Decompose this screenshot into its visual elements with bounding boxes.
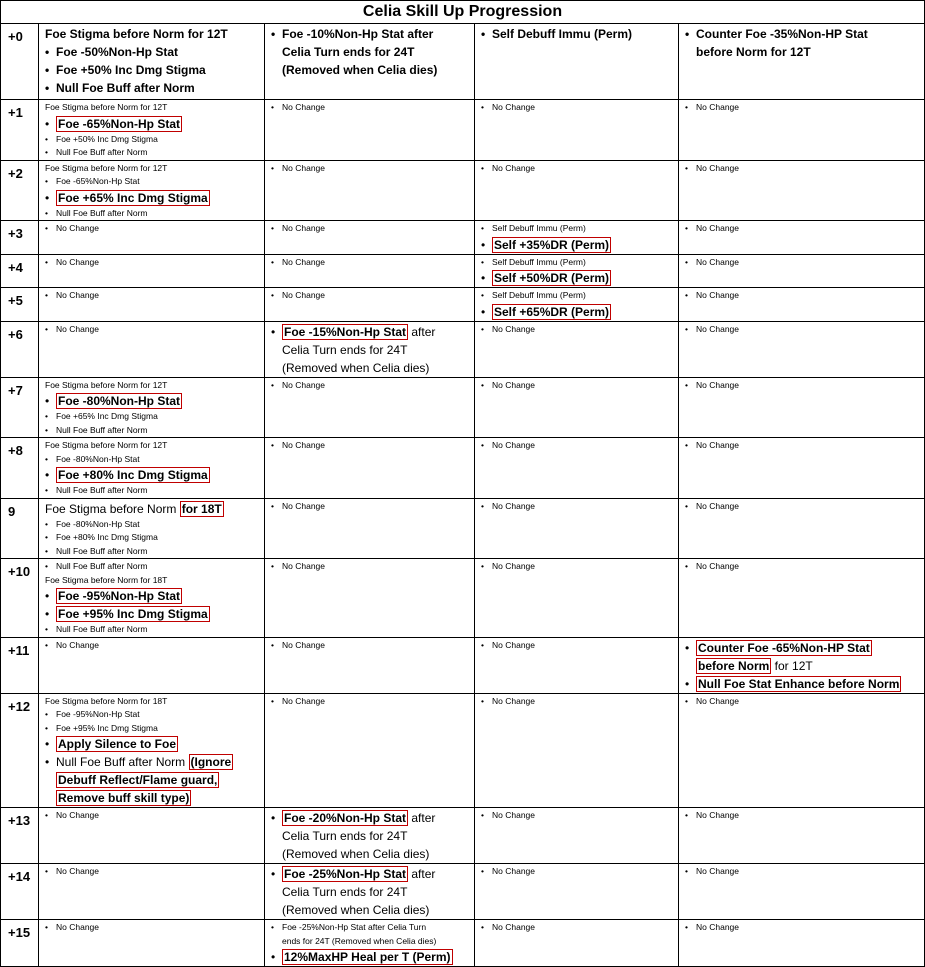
effect-line [45,789,261,807]
highlighted-effect: Foe +80% Inc Dmg Stigma [58,468,208,482]
no-change-text: • No Change [481,809,675,823]
cell [475,254,679,288]
effect-line: Celia Turn ends for 24T [282,885,408,899]
no-change-text: • No Change [481,560,675,574]
highlighted-effect: Foe -25%Non-Hp Stat [284,867,407,881]
no-change-text: • No Change [685,289,921,303]
effect-text: Null Foe Buff after Norm [56,755,189,769]
effect-line [45,392,261,410]
highlighted-effect: Debuff Reflect/Flame guard, [58,773,218,787]
effect-text: after [408,324,436,339]
effect-line: • Self Debuff Immu (Perm) [481,222,675,236]
highlighted-effect: 12%MaxHP Heal per T (Perm) [284,950,451,964]
effect-line: • Foe -50%Non-Hp Stat [45,43,261,61]
effect-line: • Foe -25%Non-Hp Stat after Celia Turn [271,921,471,935]
no-change-text: • No Change [685,921,921,935]
effect-line: • Foe +50% Inc Dmg Stigma [45,133,261,147]
level-label: +13 [1,808,39,864]
cell [679,498,925,559]
table-row [1,254,925,288]
effect-line [271,323,471,341]
effect-line: • Foe -80%Non-Hp Stat [45,518,261,532]
cell [39,693,265,808]
highlighted-effect: Foe -15%Non-Hp Stat [284,324,407,339]
cell [265,438,475,499]
cell [265,693,475,808]
cell [39,321,265,377]
cell [265,160,475,221]
highlighted-effect: Self +50%DR (Perm) [494,271,610,285]
no-change-text: • No Change [271,256,471,270]
level-label: +0 [1,24,39,100]
effect-text: after [408,867,436,881]
effect-line: (Removed when Celia dies) [282,360,430,375]
level-label: +11 [1,637,39,693]
cell [679,254,925,288]
effect-line: Celia Turn ends for 24T [282,342,408,357]
effect-line: before Norm for 12T [696,45,811,59]
cell [39,221,265,255]
table-row [1,100,925,161]
no-change-text: • No Change [685,379,921,393]
effect-line: • Foe -10%Non-Hp Stat after [271,25,471,43]
effect-line [45,115,261,133]
effect-line [271,865,471,883]
level-label: +8 [1,438,39,499]
cell [679,100,925,161]
highlighted-effect: Foe -80%Non-Hp Stat [58,394,181,408]
highlighted-effect: Foe -20%Non-Hp Stat [284,811,407,825]
level-label: +3 [1,221,39,255]
cell [39,160,265,221]
table-row [1,288,925,322]
highlighted-effect: Foe +65% Inc Dmg Stigma [58,190,208,205]
cell [475,377,679,438]
highlighted-effect: Remove buff skill type) [58,791,190,805]
level-label: +6 [1,321,39,377]
effect-line [685,675,921,693]
effect-text: after [408,811,436,825]
cell [679,24,925,100]
table-row [1,438,925,499]
cell [39,24,265,100]
cell [265,559,475,638]
effect-line: • Null Foe Buff after Norm [45,207,261,221]
cell [475,808,679,864]
cell [39,498,265,559]
table-row [1,864,925,920]
table-row [1,160,925,221]
cell [475,920,679,967]
cell [265,498,475,559]
cell [679,438,925,499]
table-row [1,920,925,967]
effect-line [45,500,261,518]
effect-line: • Self Debuff Immu (Perm) [481,289,675,303]
no-change-text: • No Change [45,256,261,270]
effect-line [45,605,261,623]
cell [679,637,925,693]
effect-line: Foe Stigma before Norm for 18T [45,695,168,706]
no-change-text: • No Change [45,639,261,653]
cell [475,160,679,221]
no-change-text: • No Change [271,222,471,236]
table-title: Celia Skill Up Progression [1,1,925,24]
cell [265,100,475,161]
cell [39,864,265,920]
cell [475,438,679,499]
effect-line: Foe Stigma before Norm for 12T [45,102,168,112]
no-change-text: • No Change [481,379,675,393]
highlighted-effect: Self +35%DR (Perm) [494,237,610,252]
effect-line: Foe Stigma before Norm for 12T [45,162,168,173]
effect-text: Foe Stigma before Norm [45,501,180,516]
cell [475,221,679,255]
effect-line [45,189,261,207]
no-change-text: • No Change [45,921,261,935]
level-label: +1 [1,100,39,161]
cell [265,637,475,693]
effect-line: • Foe -80%Non-Hp Stat [45,453,261,467]
no-change-text: • No Change [45,289,261,303]
no-change-text: • No Change [45,222,261,236]
level-label: +5 [1,288,39,322]
effect-line [45,587,261,605]
no-change-text: • No Change [481,162,675,176]
table-row [1,321,925,377]
effect-line: • Foe +50% Inc Dmg Stigma [45,61,261,79]
table-row [1,24,925,100]
effect-line [685,657,921,675]
effect-line: • Foe +65% Inc Dmg Stigma [45,410,261,424]
no-change-text: • No Change [45,809,261,823]
no-change-text: • No Change [271,695,471,709]
cell [265,808,475,864]
no-change-text: • No Change [481,639,675,653]
no-change-text: • No Change [481,695,675,709]
cell [265,254,475,288]
no-change-text: • No Change [685,695,921,709]
table-row [1,559,925,638]
effect-line: (Removed when Celia dies) [282,903,430,917]
effect-line: • Null Foe Buff after Norm [45,560,261,574]
cell [39,438,265,499]
no-change-text: • No Change [685,809,921,823]
cell [39,808,265,864]
cell [679,864,925,920]
effect-line [481,303,675,321]
effect-line: • Foe +80% Inc Dmg Stigma [45,531,261,545]
cell [39,288,265,322]
highlighted-effect: Self +65%DR (Perm) [494,304,610,319]
effect-line: • Null Foe Buff after Norm [45,79,261,97]
effect-line [685,639,921,657]
highlighted-effect: Foe -95%Non-Hp Stat [58,589,181,603]
cell [679,377,925,438]
no-change-text: • No Change [271,500,471,514]
cell [475,498,679,559]
no-change-text: • No Change [271,162,471,176]
effect-line: • Null Foe Buff after Norm [45,146,261,160]
level-label: +12 [1,693,39,808]
effect-text: for 12T [771,658,813,673]
effect-line: Foe Stigma before Norm for 12T [45,27,228,41]
no-change-text: • No Change [271,639,471,653]
cell [39,920,265,967]
effect-line [481,236,675,254]
no-change-text: • No Change [481,921,675,935]
table-row [1,637,925,693]
cell [475,559,679,638]
effect-line: • Null Foe Buff after Norm [45,623,261,637]
highlighted-effect: Counter Foe -65%Non-HP Stat [698,640,870,655]
effect-line [271,809,471,827]
effect-line: (Removed when Celia dies) [282,847,430,861]
effect-line: Foe Stigma before Norm for 12T [45,379,168,390]
effect-line [45,771,261,789]
cell [679,559,925,638]
cell [39,377,265,438]
effect-line: Celia Turn ends for 24T [282,829,408,843]
no-change-text: • No Change [685,162,921,176]
effect-line [45,753,261,771]
cell [265,864,475,920]
effect-line: Foe Stigma before Norm for 12T [45,440,168,450]
cell [39,254,265,288]
no-change-text: • No Change [45,865,261,879]
cell [679,288,925,322]
cell [475,637,679,693]
effect-line: • Foe +95% Inc Dmg Stigma [45,722,261,736]
level-label: +2 [1,160,39,221]
cell [679,321,925,377]
effect-line [45,735,261,753]
cell [39,637,265,693]
cell [679,808,925,864]
no-change-text: • No Change [481,865,675,879]
no-change-text: • No Change [685,101,921,115]
effect-line: • Foe -65%Non-Hp Stat [45,175,261,189]
table-row [1,377,925,438]
cell [475,100,679,161]
cell [265,321,475,377]
no-change-text: • No Change [271,289,471,303]
no-change-text: • No Change [685,560,921,574]
highlighted-effect: for 18T [181,501,222,516]
no-change-text: • No Change [271,101,471,115]
level-label: +4 [1,254,39,288]
no-change-text: • No Change [481,101,675,115]
cell [475,24,679,100]
effect-line: Foe Stigma before Norm for 18T [45,574,168,585]
no-change-text: • No Change [271,379,471,393]
effect-line: • Self Debuff Immu (Perm) [481,256,675,270]
table-row [1,808,925,864]
effect-line: • Foe -95%Non-Hp Stat [45,708,261,722]
effect-line: (Removed when Celia dies) [282,63,438,77]
effect-line: • Counter Foe -35%Non-HP Stat [685,25,921,43]
cell [39,559,265,638]
level-label: +15 [1,920,39,967]
highlighted-effect: (Ignore [190,755,232,769]
highlighted-effect: Foe -65%Non-Hp Stat [58,116,181,131]
no-change-text: • No Change [481,500,675,514]
no-change-text: • No Change [271,439,471,453]
level-label: 9 [1,498,39,559]
cell [475,321,679,377]
no-change-text: • No Change [685,222,921,236]
cell [475,864,679,920]
no-change-text: • No Change [481,439,675,453]
effect-line: ends for 24T (Removed when Celia dies) [282,935,437,946]
cell [265,920,475,967]
no-change-text: • No Change [685,439,921,453]
no-change-text: • No Change [685,500,921,514]
highlighted-effect: before Norm [698,658,770,673]
table-row [1,221,925,255]
no-change-text: • No Change [271,560,471,574]
cell [39,100,265,161]
cell [265,24,475,100]
cell [265,288,475,322]
cell [679,920,925,967]
no-change-text: • No Change [45,323,261,337]
no-change-text: • No Change [685,256,921,270]
no-change-text: • No Change [685,323,921,337]
effect-line: • Null Foe Buff after Norm [45,545,261,559]
cell [265,377,475,438]
highlighted-effect: Foe +95% Inc Dmg Stigma [58,607,208,621]
effect-line: Celia Turn ends for 24T [282,45,415,59]
effect-line: • Null Foe Buff after Norm [45,484,261,498]
effect-line: • Self Debuff Immu (Perm) [481,25,675,43]
level-label: +10 [1,559,39,638]
no-change-text: • No Change [685,865,921,879]
highlighted-effect: Null Foe Stat Enhance before Norm [698,676,900,691]
cell [475,693,679,808]
highlighted-effect: Apply Silence to Foe [58,737,177,751]
effect-line: • Null Foe Buff after Norm [45,424,261,438]
effect-line [481,269,675,287]
level-label: +14 [1,864,39,920]
level-label: +7 [1,377,39,438]
cell [265,221,475,255]
effect-line [271,948,471,966]
cell [679,160,925,221]
cell [679,221,925,255]
table-row [1,693,925,808]
cell [679,693,925,808]
table-row [1,498,925,559]
no-change-text: • No Change [481,323,675,337]
effect-line [45,466,261,484]
cell [475,288,679,322]
